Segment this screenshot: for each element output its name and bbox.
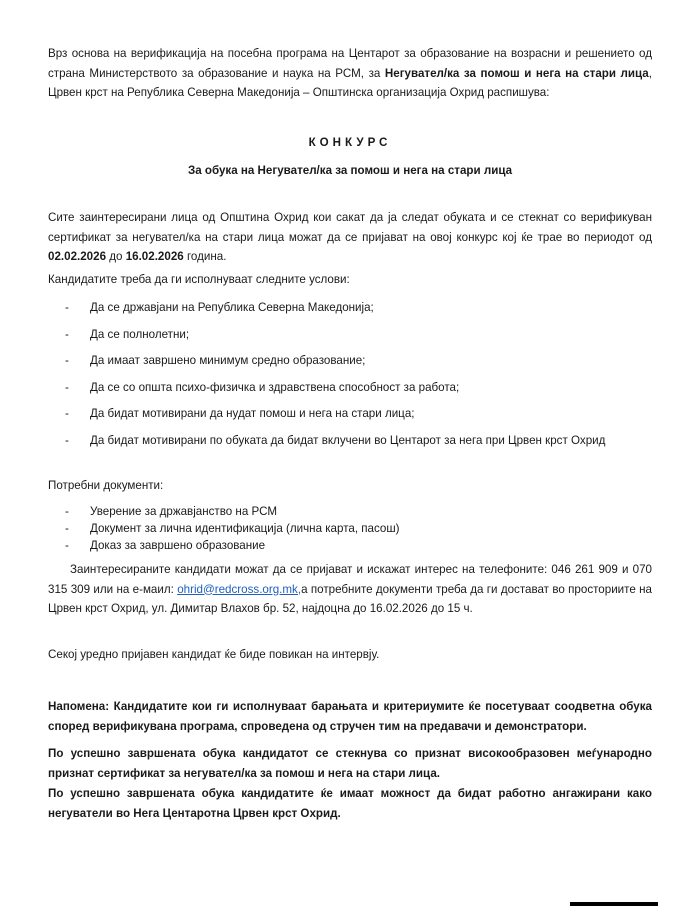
contact-text-end: а потребните документи треба да ги достават во просториите на Црвен крст Охрид, ул. Димитар Влахов бр. 52, најдоцна до 16.02.2026 до 15 ч. xyxy=(48,582,652,615)
intro-bold-position: Негувател/ка за помош и нега на стари лица xyxy=(384,66,649,80)
list-item: - Доказ за завршено образование xyxy=(48,537,652,554)
contact-text: Заинтересираните кандидати можат да се пријават и искажат интерес на телефоните: 046 261 909 и 070 315 309 или на е-маил: xyxy=(48,563,652,596)
call-paragraph xyxy=(48,208,652,267)
email-link[interactable]: ohrid@redcross.org.mk, xyxy=(177,582,302,596)
employment-text: По успешно завршената обука кандидатите ќе имаат можност да бидат работно ангажирани како негуватели во Нега Центаротна Црвен крст Охрид. xyxy=(48,787,652,820)
contact-paragraph xyxy=(48,560,652,619)
list-item: - Да бидат мотивирани по обуката да бидат вклучени во Центарот за нега при Црвен крст Охрид xyxy=(48,431,652,458)
documents-list xyxy=(48,503,652,554)
document-title: КОНКУРС xyxy=(308,136,392,149)
date-from: 02.02.2026 xyxy=(48,250,107,263)
employment-paragraph xyxy=(48,784,652,823)
certificate-text: По успешно завршената обука кандидатот се стекнува со признат високообразовен меѓународно признат сертификат за негувател/ка за помош и нега на стари лица. xyxy=(48,747,652,780)
call-end: година. xyxy=(183,250,227,263)
call-mid: до xyxy=(106,250,126,263)
list-item: - Уверение за државјанство на РСМ xyxy=(48,503,652,520)
documents-label: Потребни документи: xyxy=(48,479,164,492)
list-item: - Документ за лична идентификација (лична карта, пасош) xyxy=(48,520,652,537)
note-text: Напомена: Кандидатите кои ги исполнуваат барањата и критериумите ќе посетуваат соодветна обука според верификувана програма, спроведена од стручен тим на предавачи и демонстратори. xyxy=(48,700,652,733)
document-subtitle: За обука на Негувател/ка за помош и нега на стари лица xyxy=(187,164,513,177)
certificate-paragraph xyxy=(48,744,652,783)
page-edge-bar xyxy=(570,902,658,906)
date-to: 16.02.2026 xyxy=(125,250,184,263)
list-item: - Да имаат завршено минимум средно образование; xyxy=(48,351,652,378)
note-paragraph xyxy=(48,697,652,736)
conditions-list xyxy=(48,298,652,457)
list-item: - Да бидат мотивирани да нудат помош и нега на стари лица; xyxy=(48,404,652,431)
list-item: - Да се државјани на Република Северна Македонија; xyxy=(48,298,652,325)
intro-text: Врз основа на верификација на посебна програма на Центарот за образование на возрасни и решението од страна Министерството за образование и наука на РСМ, за xyxy=(48,47,652,80)
list-item: - Да се полнолетни; xyxy=(48,325,652,352)
interview-note: Секој уредно пријавен кандидат ќе биде повикан на интервју. xyxy=(48,648,380,661)
conditions-label: Кандидатите треба да ги исполнуваат следните услови: xyxy=(48,273,350,286)
call-text: Сите заинтересирани лица од Општина Охрид кои сакат да ја следат обуката и се стекнат со верификуван сертификат за негувател/ка на стари лица можат да се пријават на овој конкурс кој ќе трае во периодот од xyxy=(48,211,652,244)
intro-paragraph xyxy=(48,44,652,103)
list-item: - Да се со општа психо-физичка и здравствена способност за работа; xyxy=(48,378,652,405)
intro-text-end: , Црвен крст на Република Северна Македонија – Општинска организација Охрид распишува: xyxy=(48,66,652,99)
